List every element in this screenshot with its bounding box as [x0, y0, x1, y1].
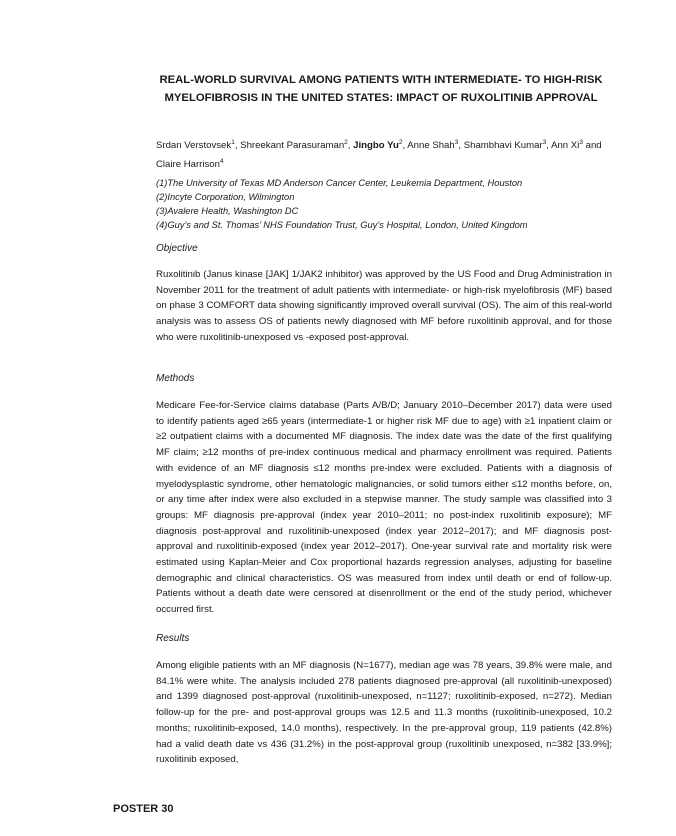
methods-text: Medicare Fee-for-Service claims database (Parts A/B/D; January 2010–December 2017) data were used to identify patients aged ≥65 years (intermediate-1 or higher risk MF due to age) with ≥1 inpatient claim or ≥2 outpatient claims with a documented MF diagnosis. The index date was the date of the first qualifying MF claim; ≥12 months of pre-index continuous medical and pharmacy enrollment was required. Patients with evidence of an MF diagnosis ≤12 months pre-index were excluded. Patients with a diagnosis of myelodysplastic syndrome, other hematologic malignancies, or solid tumors either ≤12 months before, on, or any time after index were also excluded in a stepwise manner. The study sample was classified into 3 groups: MF diagnosis pre-approval (index year 2010–2011; no post-index ruxolitinib exposure); MF diagnosis post-approval and ruxolitinib-unexposed (index year 2012–2017); and MF diagnosis post-approval and ruxolitinib-exposed (index year 2012–2017). One-year survival rate and mortality risk were estimated using Kaplan-Meier and Cox proportional hazards regression analyses, adjusting for baseline demographic and clinical characteristics. OS was measured from index until death or end of follow-up. Patients without a death date were censored at disenrollment or the end of the study period, whichever occurred first. [156, 400, 612, 616]
author-affiliation-marker: 2 [344, 139, 348, 146]
affiliation-1: (1)The University of Texas MD Anderson Cancer Center, Leukemia Department, Houston [156, 178, 523, 188]
objective-heading: Objective [156, 243, 198, 254]
author-separator: , [546, 140, 552, 152]
affiliation-3: (3)Avalere Health, Washington DC [156, 206, 299, 216]
author-separator: , [347, 140, 354, 152]
author-separator: , [458, 140, 464, 152]
poster-number: POSTER 30 [113, 803, 174, 815]
author-affiliation-marker: 2 [398, 139, 403, 146]
affiliation-list [156, 176, 612, 232]
author-separator: , [402, 140, 408, 152]
author-name: Shreekant Parasuraman [240, 140, 345, 152]
author-affiliation-marker: 3 [579, 139, 583, 146]
author-list [156, 135, 612, 173]
author-name: Srdan Verstovsek [156, 140, 232, 152]
affiliation-2: (2)Incyte Corporation, Wilmington [156, 192, 295, 202]
author-separator: and [582, 140, 602, 152]
results-heading: Results [156, 633, 190, 644]
author-affiliation-marker: 3 [542, 139, 547, 146]
author-affiliation-marker: 1 [231, 139, 235, 146]
objective-text: Ruxolitinib (Janus kinase [JAK] 1/JAK2 inhibitor) was approved by the US Food and Drug Administration in November 2011 for the treatment of adult patients with intermediate- or high-risk myelofibrosis (MF) based on phase 3 COMFORT data showing significantly improved overall survival (OS). The aim of this real-world analysis was to assess OS of patients newly diagnosed with MF before ruxolitinib approval, and for those who were ruxolitinib-unexposed vs -exposed post-approval. [156, 269, 612, 343]
abstract-title: REAL-WORLD SURVIVAL AMONG PATIENTS WITH INTERMEDIATE- TO HIGH-RISK MYELOFIBROSIS IN THE UNITED STATES: IMPACT OF RUXOLITINIB APPROVAL [159, 74, 603, 104]
author-separator: , [234, 140, 241, 152]
author-name: Jingbo Yu [353, 140, 399, 152]
methods-heading: Methods [156, 373, 195, 384]
author-name: Anne Shah [407, 140, 455, 152]
author-affiliation-marker: 4 [219, 158, 224, 166]
author-name: Claire Harrison [156, 159, 220, 171]
affiliation-4: (4)Guy’s and St. Thomas’ NHS Foundation Trust, Guy’s Hospital, London, United Kingdom [156, 220, 528, 230]
author-name: Ann Xi [551, 140, 580, 152]
results-text: Among eligible patients with an MF diagnosis (N=1677), median age was 78 years, 39.8% were male, and 84.1% were white. The analysis included 278 patients diagnosed pre-approval (all ruxolitinib-unexposed) and 1399 diagnosed post-approval (ruxolitinib-unexposed, n=1127; ruxolitinib-exposed, n=272). Median follow-up for the pre- and post-approval groups was 12.5 and 11.3 months (ruxolitinib-unexposed, 10.2 months; ruxolitinib-exposed, 14.0 months), respectively. In the pre-approval group, 119 patients (42.8%) had a valid death date vs 436 (31.2%) in the post-approval group (ruxolitinib unexposed, n=382 [33.9%]; ruxolitinib exposed, [156, 660, 612, 766]
author-name: Shambhavi Kumar [463, 140, 543, 152]
author-affiliation-marker: 3 [454, 139, 459, 146]
